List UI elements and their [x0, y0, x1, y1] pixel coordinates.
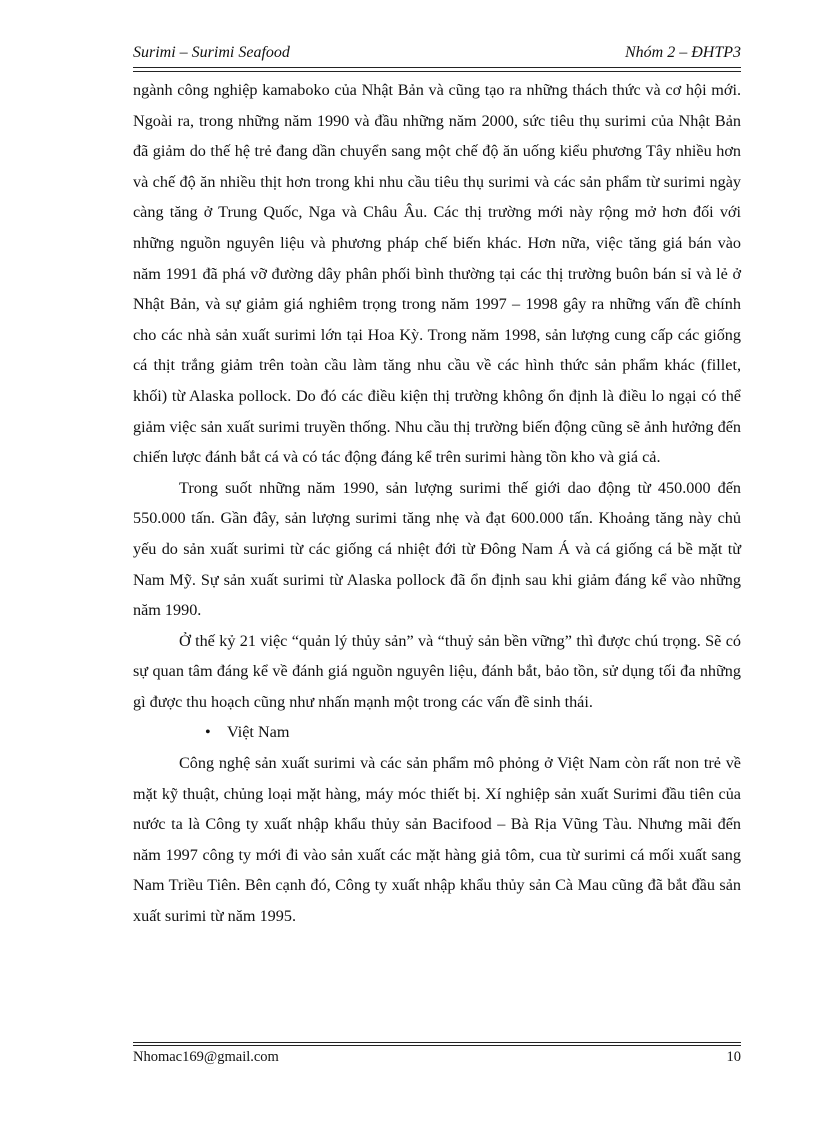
- page-footer: [133, 1049, 741, 1069]
- footer-rule: [133, 1045, 741, 1046]
- header-group: Nhóm 2 – ĐHTP3: [624, 44, 741, 61]
- bullet-item: [133, 717, 741, 748]
- paragraph-2: Trong suốt những năm 1990, sản lượng surimi thế giới dao động từ 450.000 đến 550.000 tấn. Gần đây, sản lượng surimi tăng nhẹ và đạt 600.000 tấn. Khoảng tăng này chủ yếu do sản xuất surimi từ các giống cá nhiệt đới từ Đông Nam Á và cá giống cá bề mặt từ Nam Mỹ. Sự sản xuất surimi từ Alaska pollock đã ổn định sau khi giảm đáng kể vào những năm 1990.: [133, 478, 741, 620]
- header-rule-thin: [133, 71, 741, 72]
- footer-rule-thin: [133, 1042, 741, 1043]
- header-rule: [133, 67, 741, 68]
- page-number: 10: [726, 1049, 741, 1065]
- page-header: [133, 44, 741, 66]
- document-body: [133, 75, 741, 932]
- bullet-text: Việt Nam: [227, 723, 290, 742]
- paragraph-1: ngành công nghiệp kamaboko của Nhật Bản và cũng tạo ra những thách thức và cơ hội mới. Ngoài ra, trong những năm 1990 và đầu những năm 2000, sức tiêu thụ surimi của Nhật Bản đã giảm do thế hệ trẻ đang dần chuyển sang một chế độ ăn uống kiểu phương Tây nhiều hơn và chế độ ăn nhiều thịt hơn trong khi nhu cầu tiêu thụ surimi và các sản phẩm từ surimi ngày càng tăng ở Trung Quốc, Nga và Châu Âu. Các thị trường mới này rộng mở hơn đối với những nguồn nguyên liệu và phương pháp chế biến khác. Hơn nữa, việc tăng giá bán vào năm 1991 đã phá vỡ đường dây phân phối bình thường tại các thị trường buôn bán sỉ và lẻ ở Nhật Bản, và sự giảm giá nghiêm trọng trong năm 1997 – 1998 gây ra những vấn đề chính cho các nhà sản xuất surimi lớn tại Hoa Kỳ. Trong năm 1998, sản lượng cung cấp các giống cá thịt trắng giảm trên toàn cầu làm tăng nhu cầu về các hình thức sản phẩm khác (fillet, khối) từ Alaska pollock. Do đó các điều kiện thị trường không ổn định là điều lo ngại có thể giảm việc sản xuất surimi truyền thống. Nhu cầu thị trường biến động cũng sẽ ảnh hưởng đến chiến lược đánh bắt cá và có tác động đáng kể trên surimi hàng tồn kho và giá cả.: [133, 81, 741, 467]
- paragraph-3: Ở thế kỷ 21 việc “quản lý thủy sản” và “thuỷ sản bền vững” thì được chú trọng. Sẽ có sự quan tâm đáng kể về đánh giá nguồn nguyên liệu, đánh bắt, bảo tồn, sử dụng tối đa những gì được thu hoạch cũng như nhấn mạnh một trong các vấn đề sinh thái.: [133, 631, 741, 711]
- header-title: Surimi – Surimi Seafood: [133, 44, 290, 61]
- paragraph-4: Công nghệ sản xuất surimi và các sản phẩm mô phỏng ở Việt Nam còn rất non trẻ về mặt kỹ thuật, chủng loại mặt hàng, máy móc thiết bị. Xí nghiệp sản xuất Surimi đầu tiên của nước ta là Công ty xuất nhập khẩu thủy sản Bacifood – Bà Rịa Vũng Tàu. Nhưng mãi đến năm 1997 công ty mới đi vào sản xuất các mặt hàng giả tôm, cua từ surimi cá mối xuất sang Nam Triều Tiên. Bên cạnh đó, Công ty xuất nhập khẩu thủy sản Cà Mau cũng đã bắt đầu sản xuất surimi từ năm 1995.: [133, 754, 741, 926]
- footer-email: Nhomac169@gmail.com: [133, 1049, 279, 1065]
- bullet-icon: •: [205, 723, 211, 742]
